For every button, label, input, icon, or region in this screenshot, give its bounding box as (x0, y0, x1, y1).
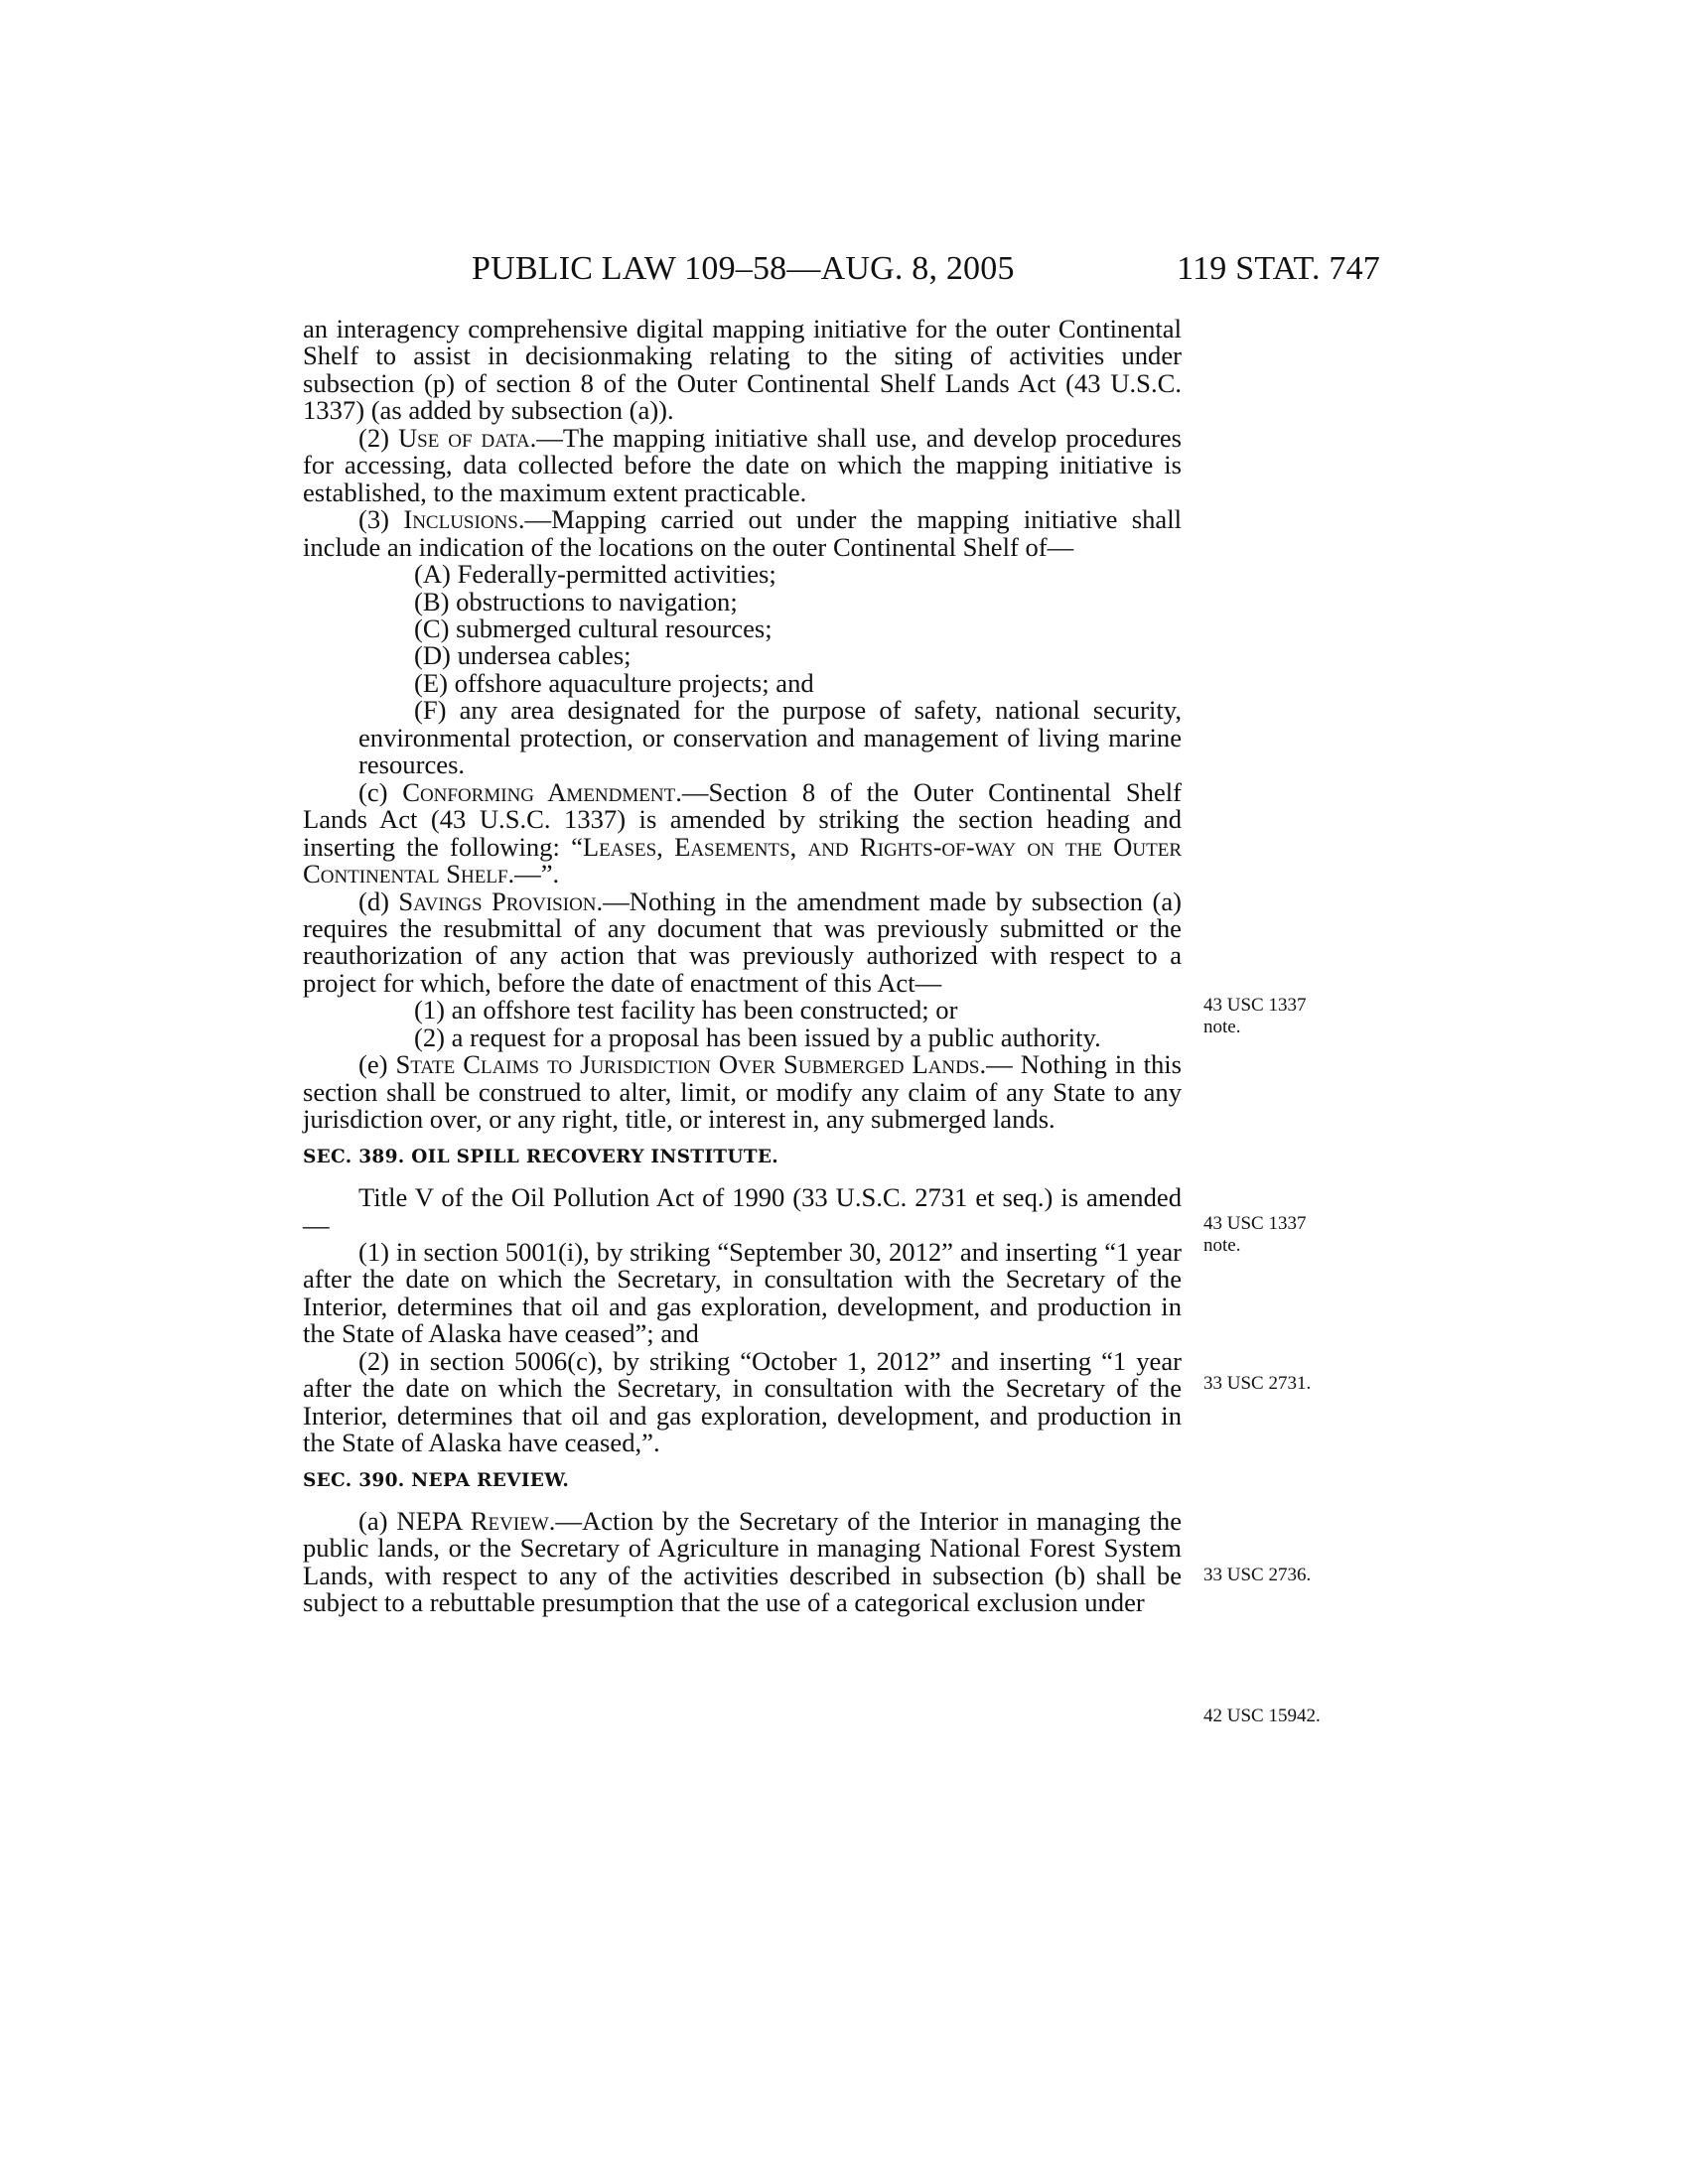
list-item-f-text: (F) any area designated for the purpose of safety, national security, environmental protection, or conservation and management of living marine resources. (358, 695, 1182, 780)
paragraph-savings-provision (303, 888, 1182, 998)
para-body: .—Nothing in the amendment made by subsection (a) requires the resubmittal of any document that was previously submitted or the reauthorization of any action that was previously authorized with respect to a project for which, before the date of enactment of this Act— (303, 886, 1182, 998)
para-heading: Savings Provision (398, 886, 597, 916)
para-body: .—Action by the Secretary of the Interior in managing the public lands, or the Secretary of Agriculture in managing National Forest System Lands, with respect to any of the activities described in subsection (b) shall be subject to a rebuttable presumption that the use of a categorical exclusion under (303, 1506, 1182, 1618)
section-389-item-1: (1) in section 5001(i), by striking “September 30, 2012” and inserting “1 year after the date on which the Secretary, in consultation with the Secretary of the Interior, determines that oil and gas exploration, development, and production in the State of Alaska have ceased”; and (303, 1236, 1182, 1349)
list-item-f (247, 697, 1182, 778)
list-item-e: (E) offshore aquaculture projects; and (414, 667, 814, 698)
para-heading: Conforming Amendment (402, 776, 676, 807)
section-389-intro: Title V of the Oil Pollution Act of 1990 (33 U.S.C. 2731 et seq.) is amended— (303, 1182, 1182, 1240)
list-item-c: (C) submerged cultural resources; (414, 613, 773, 643)
list-item-b: (B) obstructions to navigation; (414, 586, 738, 616)
para-number: (d) (358, 886, 399, 916)
para-number: (a) (358, 1506, 397, 1537)
para-number: (c) (358, 776, 403, 807)
para-heading: Inclusions (403, 504, 518, 535)
paragraph-nepa-review (303, 1508, 1182, 1617)
para-body: .—Mapping carried out under the mapping initiative shall include an indication of the locations on the outer Continental Shelf of— (303, 504, 1182, 562)
para-number: (2) (358, 422, 398, 453)
para-heading: NEPA Review (396, 1506, 549, 1537)
para-heading: Use of data (397, 422, 530, 453)
para-number: (3) (358, 504, 404, 535)
quoted-heading: Leases, Easements, and Rights-of-way on the Outer Continental Shelf (303, 831, 1182, 889)
paragraph-inclusions (303, 506, 1182, 561)
paragraph-use-of-data (303, 422, 1182, 507)
public-law-title: PUBLIC LAW 109–58—AUG. 8, 2005 (472, 250, 1015, 287)
savings-item-2: (2) a request for a proposal has been issued by a public authority. (414, 1022, 1101, 1052)
margin-note-1a: 43 USC 1337 (1203, 995, 1307, 1016)
section-390-heading: SEC. 390. NEPA REVIEW. (303, 1469, 570, 1491)
para-heading: State Claims to Jurisdiction Over Submerged Lands (395, 1049, 980, 1080)
para-end: .—”. (507, 859, 560, 889)
margin-note-1b: note. (1203, 1017, 1241, 1037)
statute-page-number: 119 STAT. 747 (1177, 250, 1380, 287)
margin-note-2b: note. (1203, 1235, 1241, 1256)
section-389-heading: SEC. 389. OIL SPILL RECOVERY INSTITUTE. (303, 1146, 778, 1167)
paragraph-conforming-amendment (303, 776, 1182, 889)
section-389-item-2: (2) in section 5006(c), by striking “October 1, 2012” and inserting “1 year after the date on which the Secretary, in consultation with the Secretary of the Interior, determines that oil and gas exploration, development, and production in the State of Alaska have ceased,”. (303, 1345, 1182, 1458)
list-item-a: (A) Federally-permitted activities; (414, 559, 776, 590)
para-number: (e) (358, 1049, 396, 1080)
margin-note-2a: 43 USC 1337 (1203, 1213, 1307, 1234)
para-body: .—The mapping initiative shall use, and develop procedures for accessing, data collected before the date on which the mapping initiative is established, to the maximum extent practicable. (303, 422, 1182, 507)
savings-item-1: (1) an offshore test facility has been constructed; or (414, 995, 958, 1025)
para-body: .— Nothing in this section shall be construed to alter, limit, or modify any claim of any State to any jurisdiction over, or any right, title, or interest in, any submerged lands. (303, 1049, 1183, 1135)
margin-note-5: 42 USC 15942. (1203, 1706, 1321, 1726)
para-body: .—Section 8 of the Outer Continental Shelf Lands Act (43 U.S.C. 1337) is amended by striking the section heading and inserting the following: “ (303, 776, 1182, 862)
list-item-d: (D) undersea cables; (414, 640, 632, 671)
margin-note-4: 33 USC 2736. (1203, 1565, 1312, 1585)
paragraph-mapping-initiative: an interagency comprehensive digital mapping initiative for the outer Continental Shelf to assist in decisionmaking relating to the siting of activities under subsection (p) of section 8 of the Outer Continental Shelf Lands Act (43 U.S.C. 1337) (as added by subsection (a)). (303, 314, 1182, 426)
body-text (303, 316, 1182, 1617)
paragraph-state-claims (303, 1051, 1182, 1133)
margin-note-3: 33 USC 2731. (1203, 1373, 1312, 1394)
